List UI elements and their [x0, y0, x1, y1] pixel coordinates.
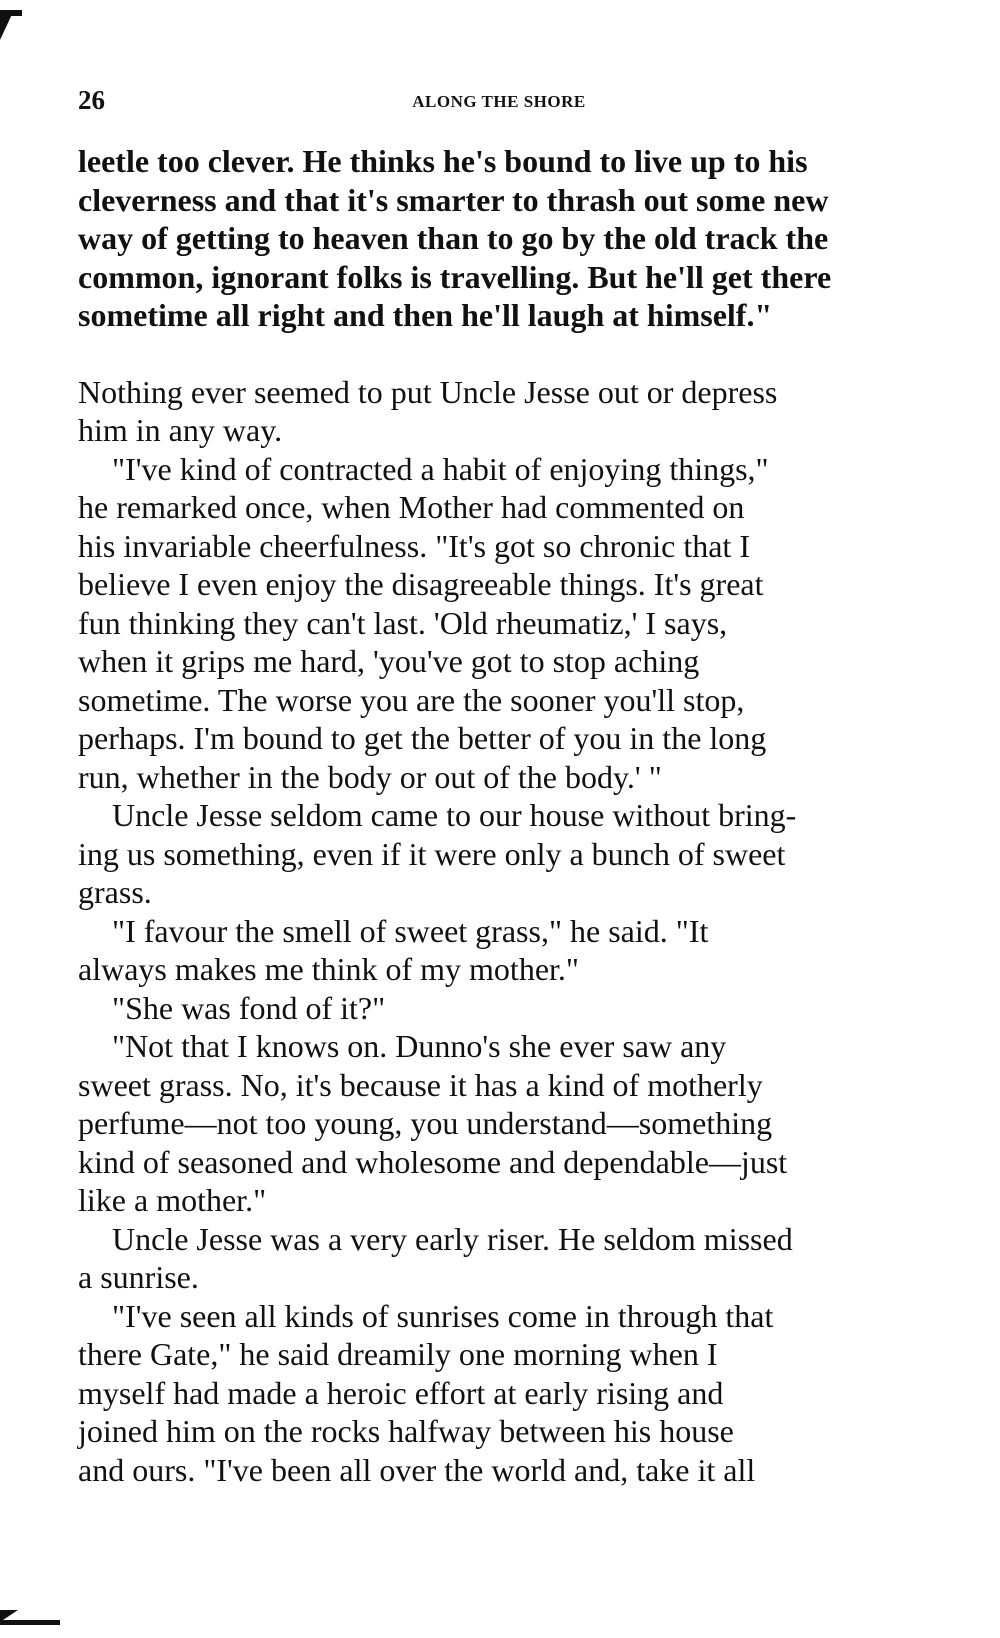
text-line: fun thinking they can't last. 'Old rheumatiz,' I says,: [78, 604, 728, 641]
text-line: always makes me think of my mother.": [78, 951, 579, 987]
text-line: sweet grass. No, it's because it has a kind of motherly: [78, 1066, 763, 1103]
text-line: "She was fond of it?": [112, 989, 386, 1026]
text-line: run, whether in the body or out of the body.' ": [78, 758, 662, 795]
text-line: Uncle Jesse was a very early riser. He seldom missed: [112, 1220, 793, 1257]
text-line: common, ignorant folks is travelling. But he'll get there: [78, 258, 832, 295]
text-line: sometime all right and then he'll laugh at himself.": [78, 297, 773, 333]
text-line: him in any way.: [78, 412, 283, 448]
text-line: like a mother.": [78, 1182, 267, 1218]
text-line: "I've kind of contracted a habit of enjoying things,": [112, 450, 769, 487]
text-line: believe I even enjoy the disagreeable things. It's great: [78, 566, 764, 602]
text-line: when it grips me hard, 'you've got to stop aching: [78, 643, 700, 679]
paragraph: [78, 373, 920, 450]
paragraph: [78, 796, 920, 912]
paragraph-continuation: [78, 142, 920, 335]
text-line: cleverness and that it's smarter to thrash out some new: [78, 181, 829, 218]
text-line: his invariable cheerfulness. "It's got so chronic that I: [78, 527, 750, 564]
text-line: kind of seasoned and wholesome and dependable—just: [78, 1143, 788, 1180]
text-line: there Gate," he said dreamily one morning when I: [78, 1336, 718, 1372]
section-break: [78, 335, 920, 373]
paragraph: [78, 912, 920, 989]
paragraph: [78, 1027, 920, 1220]
page-number: 26: [78, 85, 105, 115]
text-line: Uncle Jesse seldom came to our house without bring-: [112, 797, 797, 833]
body-text: [78, 142, 920, 1489]
paragraph: [78, 450, 920, 797]
text-line: "I've seen all kinds of sunrises come in through that: [112, 1297, 774, 1334]
text-line: leetle too clever. He thinks he's bound to live up to his: [78, 143, 808, 179]
text-line: he remarked once, when Mother had commented on: [78, 489, 745, 525]
text-line: ing us something, even if it were only a bunch of sweet: [78, 835, 786, 872]
crop-mark-top: [0, 10, 14, 40]
running-head: ALONG THE SHORE: [412, 92, 586, 111]
text-line: way of getting to heaven than to go by the old track the: [78, 220, 829, 256]
paragraph: [78, 1297, 920, 1490]
page-header: [78, 85, 920, 125]
paragraph: [78, 989, 920, 1028]
text-line: Nothing ever seemed to put Uncle Jesse out or depress: [78, 373, 778, 410]
text-line: grass.: [78, 874, 152, 910]
text-line: a sunrise.: [78, 1259, 199, 1295]
text-line: sometime. The worse you are the sooner you'll stop,: [78, 681, 745, 718]
text-line: perfume—not too young, you understand—something: [78, 1105, 773, 1141]
text-line: perhaps. I'm bound to get the better of you in the long: [78, 720, 767, 756]
text-line: myself had made a heroic effort at early rising and: [78, 1374, 724, 1411]
text-line: joined him on the rocks halfway between his house: [78, 1413, 734, 1449]
text-line: and ours. "I've been all over the world and, take it all: [78, 1451, 756, 1488]
text-line: "I favour the smell of sweet grass," he said. "It: [112, 912, 709, 949]
text-line: "Not that I knows on. Dunno's she ever saw any: [112, 1028, 727, 1064]
paragraph: [78, 1220, 920, 1297]
crop-mark-bottom: [0, 1610, 60, 1630]
